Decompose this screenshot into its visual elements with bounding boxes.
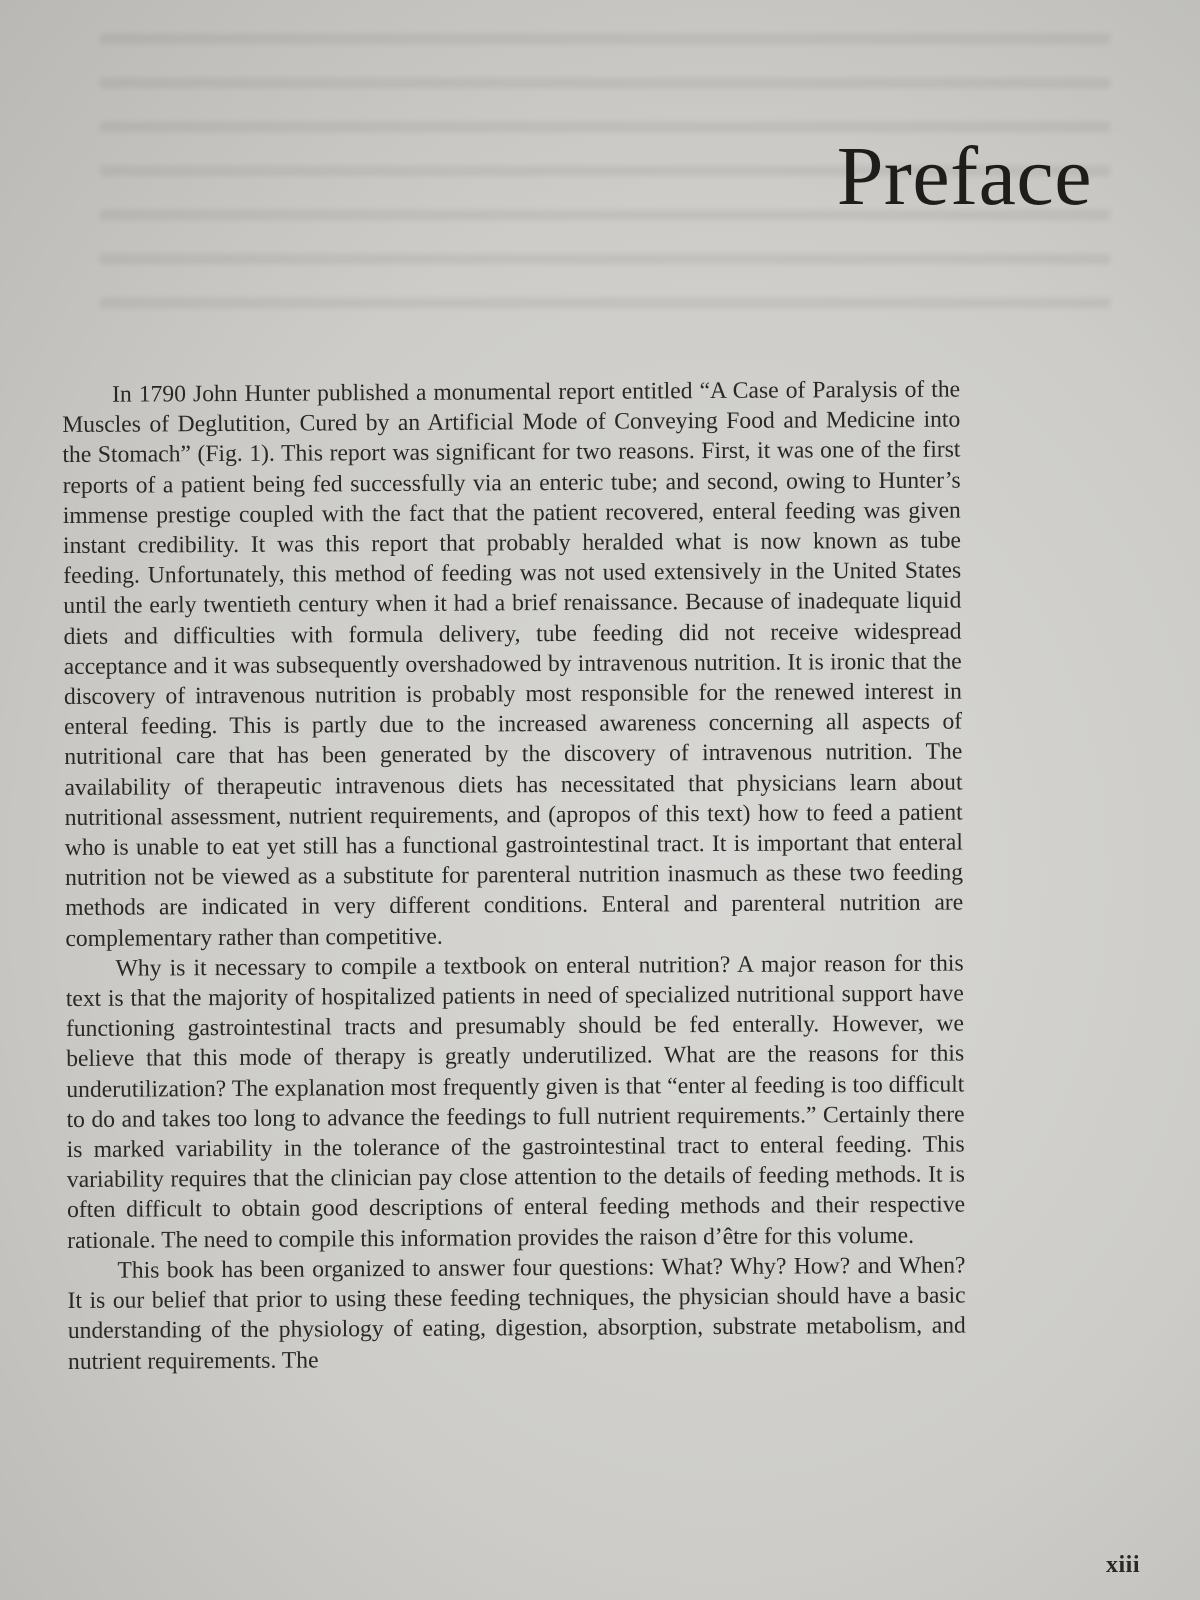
page-number: xiii (1105, 1552, 1140, 1578)
paragraph-3: This book has been organized to answer four questions: What? Why? How? and When? It is our belief that prior to using these feeding techniques, the physician should have a basic understanding of the physiology of eating, digestion, absorption, substrate metabolism, and nutrient requirements. The (67, 1252, 966, 1375)
page-title: Preface (836, 130, 1092, 223)
paragraph-2: Why is it necessary to compile a textbook on enteral nutrition? A major reason for this text is that the majority of hospitalized patients in need of specialized nutritional support have functioning gastrointestinal tracts and presumably should be fed enterally. However, we believe that this mode of therapy is greatly underutilized. What are the reasons for this underutilization? The explanation most frequently given is that “enter al feeding is too difficult to do and takes too long to advance the feedings to full nutrient requirements.” Certainly there is marked variability in the tolerance of the gastrointestinal tract to enteral feeding. This variability requires that the clinician pay close attention to the details of feeding methods. It is often difficult to obtain good descriptions of enteral feeding methods and their respective rationale. The need to compile this information provides the raison d’être for this volume. (65, 950, 966, 1254)
body-text (62, 375, 966, 1377)
paragraph-1: In 1790 John Hunter published a monumental report entitled “A Case of Paralysis of the Muscles of Deglutition, Cured by an Artificial Mode of Conveying Food and Medicine into the Stomach” (Fig. 1). This report was significant for two reasons. First, it was one of the first reports of a patient being fed successfully via an enteric tube; and second, owing to Hunter’s immense prestige coupled with the fact that the patient recovered, enteral feeding was given instant credibility. It was this report that probably heralded what is now known as tube feeding. Unfortunately, this method of feeding was not used extensively in the United States until the early twentieth century when it had a brief renaissance. Because of inadequate liquid diets and difficulties with formula delivery, tube feeding did not receive widespread acceptance and it was subsequently overshadowed by intravenous nutrition. It is ironic that the discovery of intravenous nutrition is probably most responsible for the renewed interest in enteral feeding. This is partly due to the increased awareness concerning all aspects of nutritional care that has been generated by the discovery of intravenous nutrition. The availability of therapeutic intravenous diets has necessitated that physicians learn about nutritional assessment, nutrient requirements, and (apropos of this text) how to feed a patient who is unable to eat yet still has a functional gastrointestinal tract. It is important that enteral nutrition not be viewed as a substitute for parenteral nutrition inasmuch as these two feeding methods are indicated in very different conditions. Enteral and parenteral nutrition are complementary rather than competitive. (62, 376, 964, 952)
